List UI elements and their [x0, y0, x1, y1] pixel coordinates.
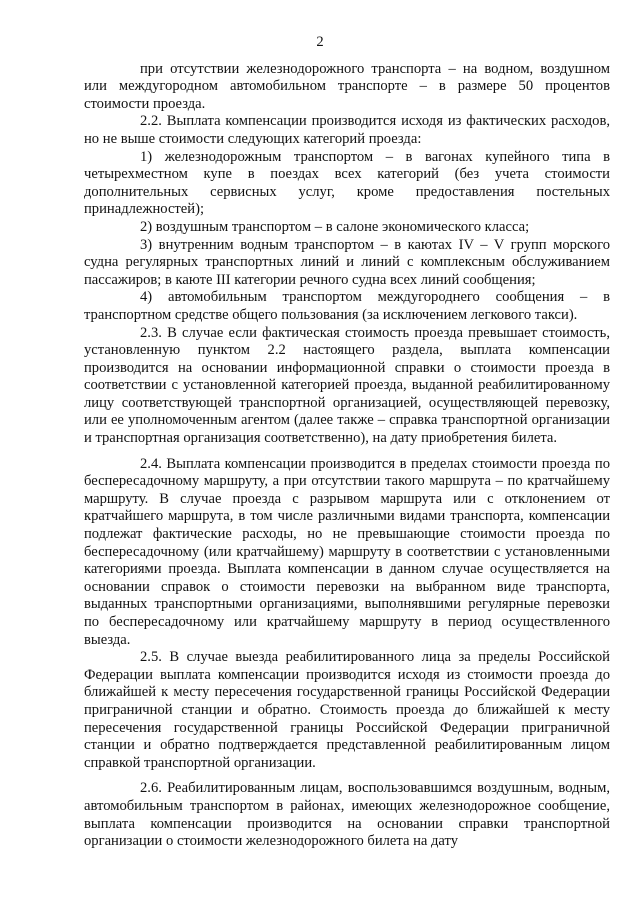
list-item-water: 3) внутренним водным транспортом – в каютах IV – V групп морского судна регулярных транспортных линий и линий с комплексным обслуживанием пассажиров; в каюте III категории речного судна всех линий сообщения;: [84, 236, 610, 288]
paragraph-2-2: 2.2. Выплата компенсации производится исходя из фактических расходов, но не выше стоимости следующих категорий проезда:: [84, 113, 610, 147]
paragraph-2-6: 2.6. Реабилитированным лицам, воспользовавшимся воздушным, водным, автомобильным транспортом в районах, имеющих железнодорожное сообщение, выплата компенсации производится на основании справки транспортной организации о стоимости железнодорожного билета на дату: [84, 780, 610, 850]
list-item-auto: 4) автомобильным транспортом междугороднего сообщения – в транспортном средстве общего пользования (за исключением легкового такси).: [84, 289, 610, 323]
list-item-rail: 1) железнодорожным транспортом – в вагонах купейного типа в четырехместном купе в поездах всех категорий (без учета стоимости дополнительных сервисных услуг, кроме предоставления постельных принадлежностей);: [84, 148, 610, 218]
page-number: 2: [316, 34, 324, 50]
paragraph-2-3: 2.3. В случае если фактическая стоимость проезда превышает стоимость, установленную пунктом 2.2 настоящего раздела, выплата компенсации производится на основании информационной справки о стоимости проезда в соответствии с установленной категорией проезда, выданной реабилитированному лицу соответствующей транспортной организацией, осуществляющей перевозку, или ее уполномоченным агентом (далее также – справка транспортной организации и транспортная организация соответственно), на дату приобретения билета.: [84, 324, 610, 447]
list-item-air: 2) воздушным транспортом – в салоне экономического класса;: [140, 218, 530, 235]
paragraph-continuation: при отсутствии железнодорожного транспорта – на водном, воздушном или междугородном автомобильном транспорте – в размере 50 процентов стоимости проезда.: [84, 60, 610, 112]
paragraph-2-5: 2.5. В случае выезда реабилитированного лица за пределы Российской Федерации выплата компенсации производится исходя из стоимости проезда до ближайшей к месту пересечения государственной границы Российской Федерации приграничной станции и обратно. Стоимость проезда до ближайшей к месту пересечения государственной границы Российской Федерации приграничной станции и обратно подтверждается представленной реабилитированным лицом справкой транспортной организации.: [84, 649, 610, 771]
paragraph-2-4: 2.4. Выплата компенсации производится в пределах стоимости проезда по беспересадочному маршруту, а при отсутствии такого маршрута – по кратчайшему маршруту. В случае проезда с разрывом маршрута или с отклонением от кратчайшего маршрута, в том числе различными видами транспорта, компенсации подлежат фактические расходы, но не превышающие стоимости проезда по беспересадочному (или кратчайшему) маршруту в соответствии с установленными категориями проезда. Выплата компенсации в данном случае осуществляется на основании справок о стоимости перевозки на выбранном виде транспорта, выданных транспортными организациями, выполнявшими регулярные перевозки по беспересадочному или кратчайшему маршруту в период осуществленного выезда.: [84, 455, 610, 648]
